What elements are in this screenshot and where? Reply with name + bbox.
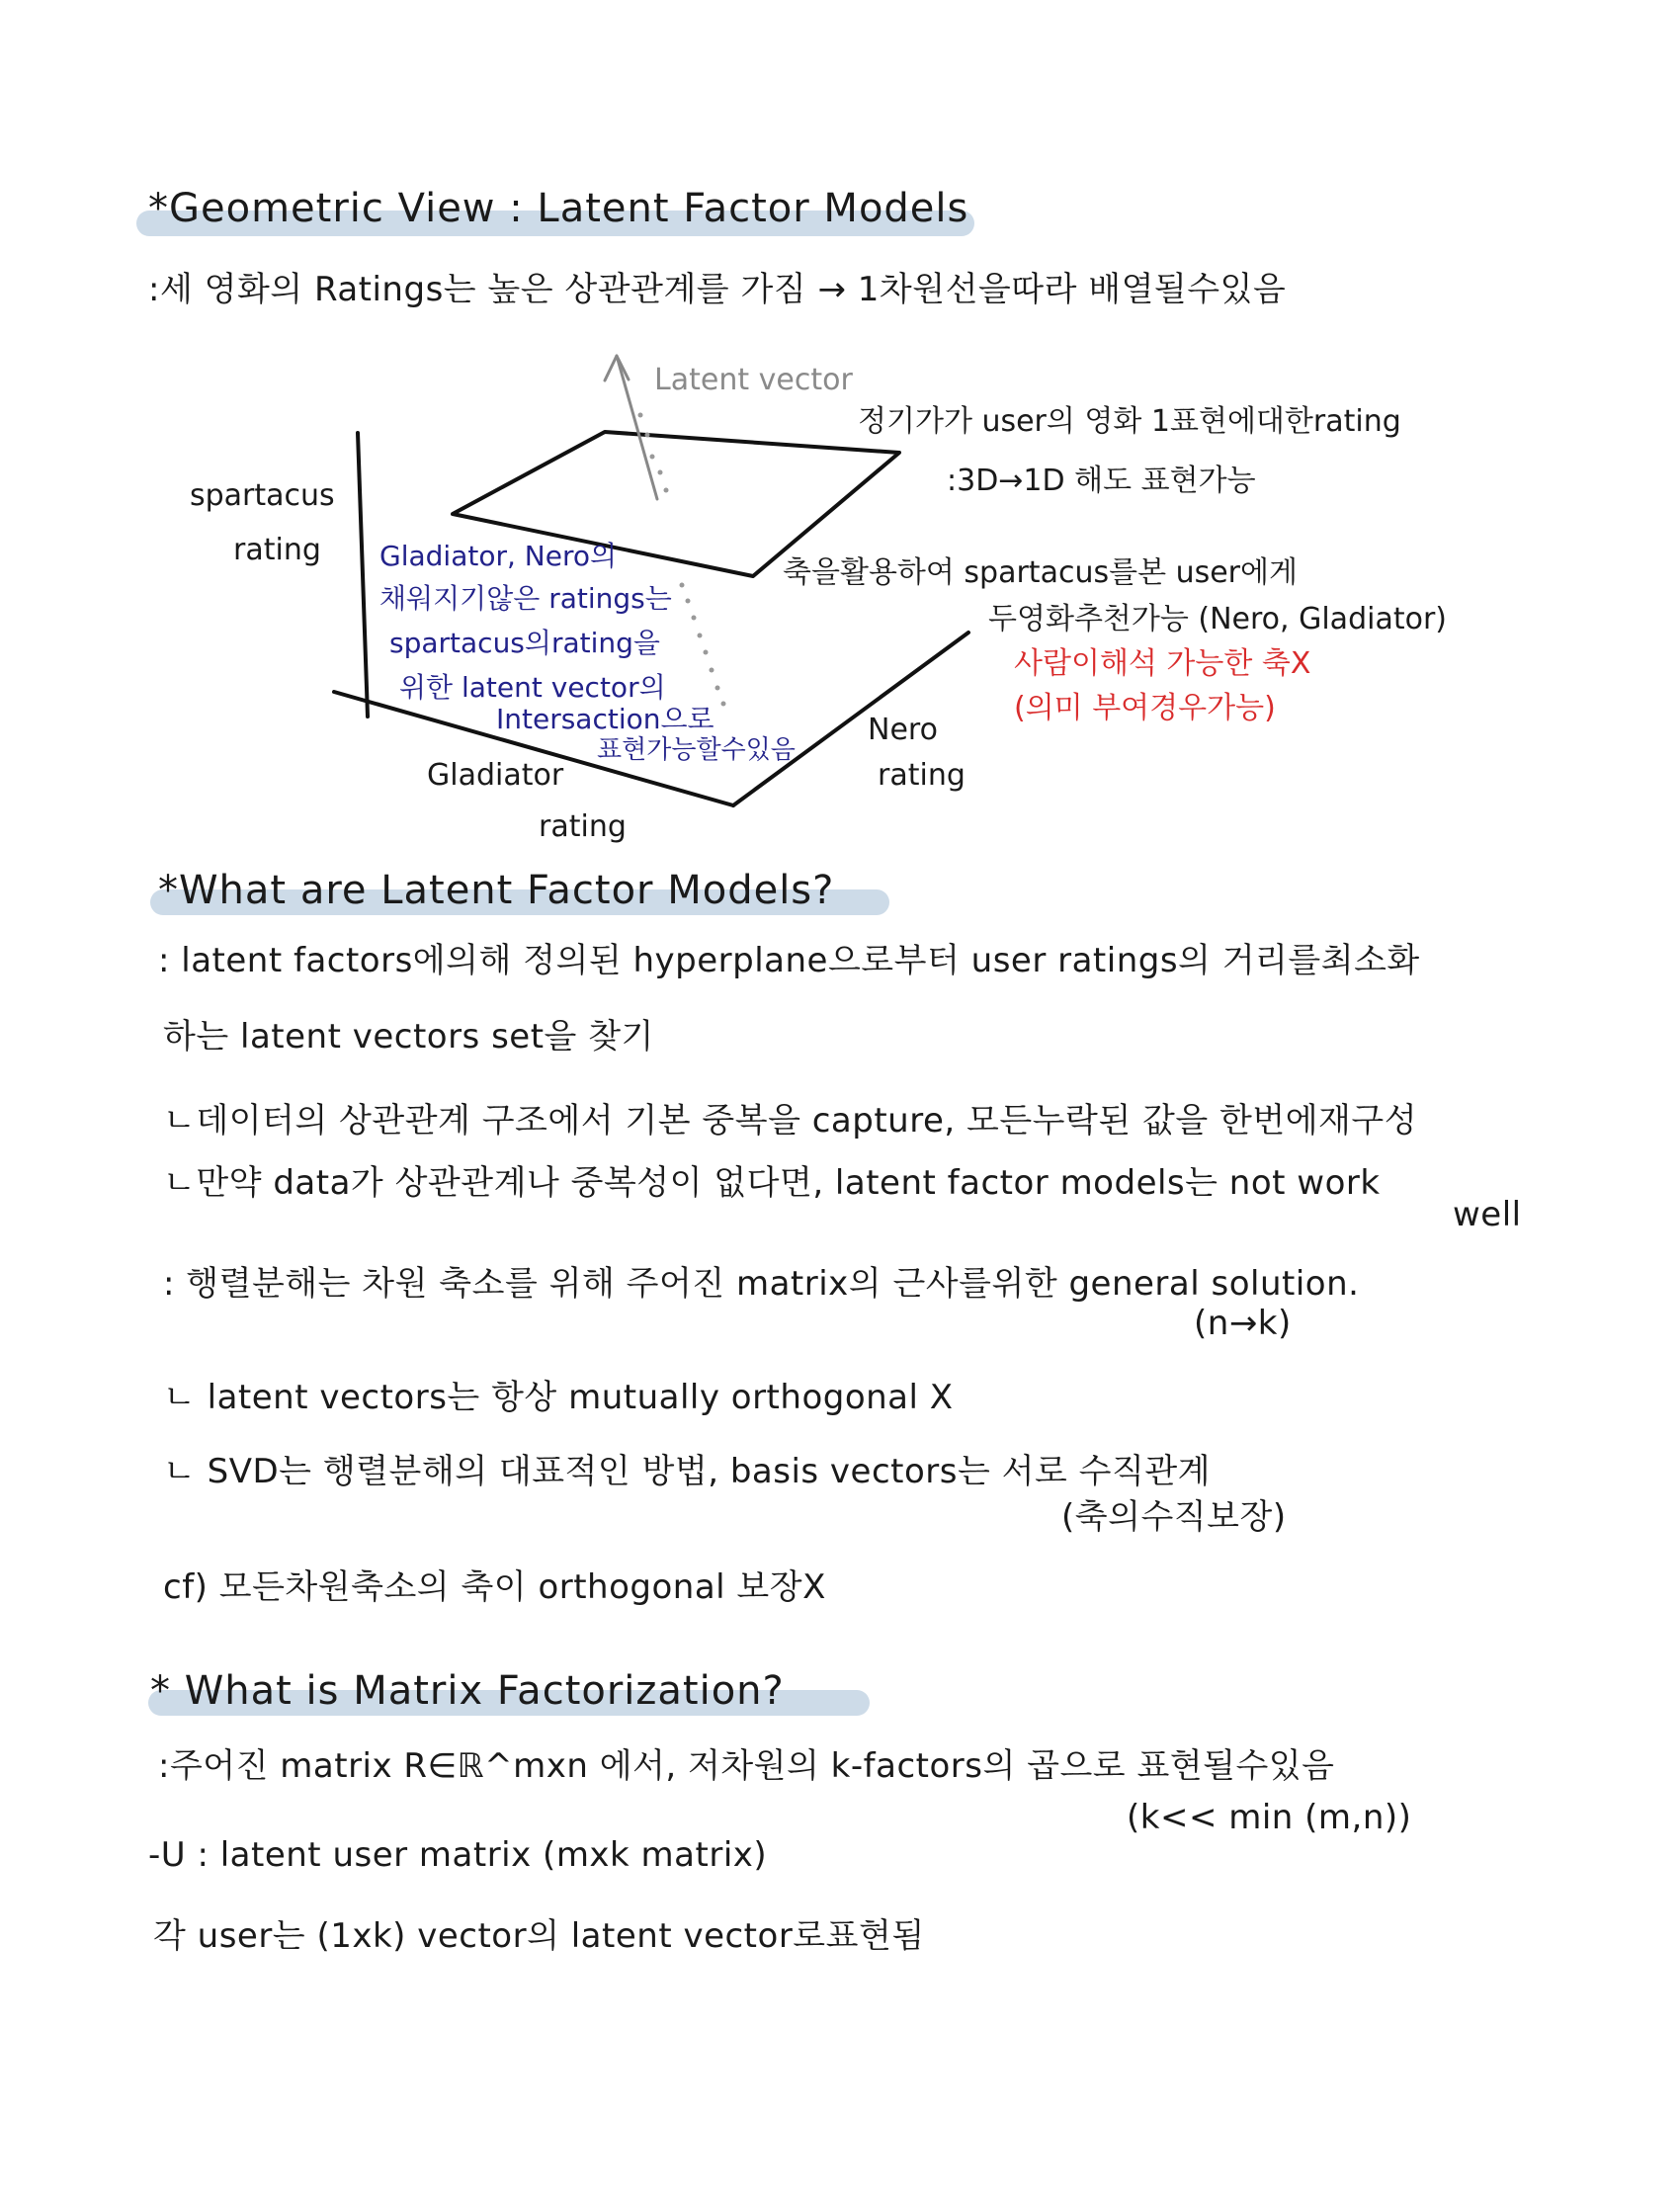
mf-line-1b: (k<< min (m,n)) (1127, 1798, 1412, 1837)
latent-vector-arrow (617, 356, 657, 499)
lfm-line-7: ㄴ SVD는 행렬분해의 대표적인 방법, basis vectors는 서로 수직관계 (163, 1452, 1212, 1491)
lfm-line-7b: (축의수직보장) (1061, 1497, 1287, 1537)
right-note-2: :3D→1D 해도 표현가능 (947, 464, 1256, 498)
navy-note-line: Gladiator, Nero의 (379, 540, 618, 572)
navy-note-line: Intersaction으로 (496, 703, 714, 735)
nero-axis-label: Nero (868, 713, 938, 747)
spartacus-axis (358, 433, 368, 717)
lfm-line-3: ㄴ데이터의 상관관계 구조에서 기본 중복을 capture, 모든누락된 값을 한번에재구성 (163, 1101, 1418, 1141)
section-heading-geometric: *Geometric View : Latent Factor Models (148, 186, 969, 231)
axis-note-1: 축을활용하여 spartacus를본 user에게 (783, 555, 1298, 590)
right-note-1: 정기가가 user의 영화 1표현에대한rating (858, 404, 1401, 439)
latent-factor-diagram (0, 0, 1680, 870)
navy-note-line: 위한 latent vector의 (399, 671, 666, 704)
lfm-line-2: 하는 latent vectors set을 찾기 (163, 1017, 654, 1057)
gladiator-rating-label: rating (539, 809, 627, 844)
red-note-1: 사람이해석 가능한 축X (1014, 646, 1311, 681)
red-note-2: (의미 부여경우가능) (1014, 691, 1276, 725)
dotted-marks (638, 413, 726, 707)
spartacus-rating-label: rating (233, 533, 321, 567)
navy-note-line: 채워지기않은 ratings는 (379, 582, 672, 615)
mf-line-3: 각 user는 (1xk) vector의 latent vector로표현됨 (153, 1916, 925, 1956)
lfm-line-8: cf) 모든차원축소의 축이 orthogonal 보장X (163, 1567, 826, 1607)
section-heading-what-mf: * What is Matrix Factorization? (150, 1668, 785, 1714)
lfm-line-6: ㄴ latent vectors는 항상 mutually orthogonal X (163, 1378, 954, 1417)
intro-line: :세 영화의 Ratings는 높은 상관관계를 가짐 → 1차원선을따라 배열될수있음 (148, 270, 1287, 309)
lfm-line-5: : 행렬분해는 차원 축소를 위해 주어진 matrix의 근사를위한 general solution. (163, 1264, 1360, 1304)
lfm-line-1: : latent factors에의해 정의된 hyperplane으로부터 user ratings의 거리를최소화 (158, 941, 1420, 980)
mf-line-1: :주어진 matrix R∈ℝ^mxn 에서, 저차원의 k-factors의 곱으로 표현될수있음 (158, 1746, 1335, 1786)
latent-vector-label: Latent vector (654, 363, 853, 397)
spartacus-axis-label: spartacus (190, 478, 335, 513)
lfm-line-4: ㄴ만약 data가 상관관계나 중복성이 없다면, latent factor models는 not work (163, 1163, 1381, 1203)
navy-note-line: 표현가능할수있음 (597, 735, 796, 765)
mf-line-2: -U : latent user matrix (mxk matrix) (148, 1835, 768, 1875)
lfm-line-5b: (n→k) (1194, 1304, 1292, 1343)
lfm-line-4b: well (1453, 1195, 1522, 1234)
gladiator-axis-label: Gladiator (427, 758, 564, 793)
section-heading-what-lfm: *What are Latent Factor Models? (158, 868, 835, 913)
axis-note-2: 두영화추천가능 (Nero, Gladiator) (988, 602, 1447, 636)
navy-note-line: spartacus의rating을 (389, 627, 660, 659)
nero-rating-label: rating (878, 758, 966, 793)
